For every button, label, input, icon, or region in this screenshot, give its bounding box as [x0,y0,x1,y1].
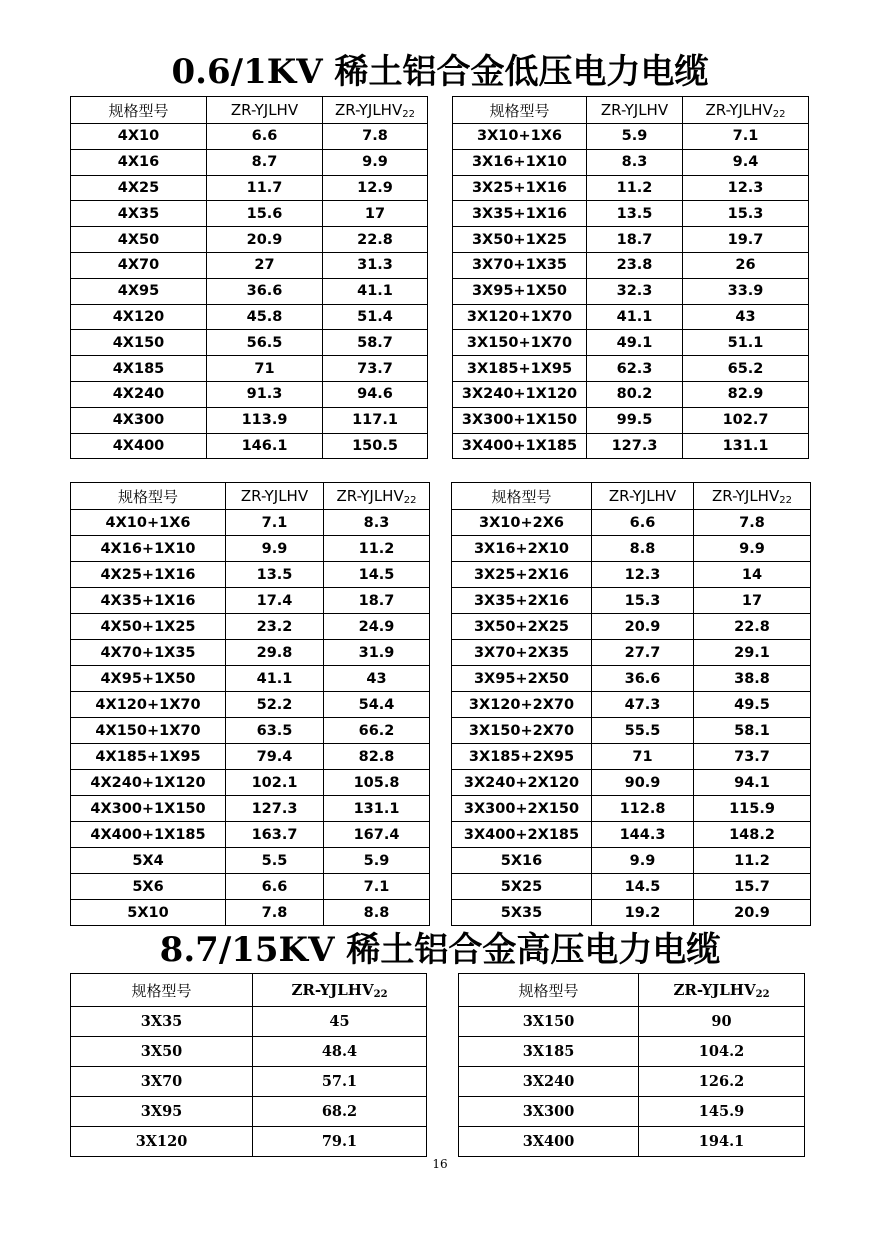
value-cell: 163.7 [226,822,324,848]
value-cell: 38.8 [694,666,811,692]
value-cell: 127.3 [587,433,683,459]
value-cell: 23.8 [587,252,683,278]
spec-cell: 3X185+1X95 [453,356,587,382]
spec-cell: 3X95 [71,1097,253,1127]
value-cell: 23.2 [226,614,324,640]
spec-cell: 3X400+1X185 [453,433,587,459]
spec-cell: 3X400+2X185 [452,822,592,848]
spec-table-3 [70,482,430,926]
value-cell: 145.9 [639,1097,805,1127]
value-cell: 7.1 [683,124,809,150]
value-cell: 29.8 [226,640,324,666]
value-cell: 8.3 [587,149,683,175]
value-cell: 117.1 [323,407,428,433]
table-row [452,536,811,562]
table-row [71,640,430,666]
table-row [71,744,430,770]
value-cell: 17 [323,201,428,227]
spec-table-1 [70,96,428,459]
value-cell: 94.6 [323,381,428,407]
spec-cell: 4X16 [71,149,207,175]
value-cell: 71 [207,356,323,382]
value-cell: 31.3 [323,252,428,278]
value-cell: 90 [639,1007,805,1037]
table-row [453,407,809,433]
table-row [453,433,809,459]
table-row [71,666,430,692]
spec-cell: 3X240+2X120 [452,770,592,796]
spec-cell: 3X50+2X25 [452,614,592,640]
spec-cell: 4X10 [71,124,207,150]
spec-cell: 4X95 [71,278,207,304]
table-row [453,124,809,150]
table-row [452,822,811,848]
spec-table-4 [451,482,811,926]
spec-table-6 [458,973,805,1157]
spec-cell: 3X25+2X16 [452,562,592,588]
header-spec: 规格型号 [453,97,587,124]
value-cell: 48.4 [253,1037,427,1067]
header-spec: 规格型号 [71,974,253,1007]
table-row [71,718,430,744]
value-cell: 11.2 [694,848,811,874]
value-cell: 79.4 [226,744,324,770]
value-cell: 7.8 [226,900,324,926]
spec-cell: 3X10+1X6 [453,124,587,150]
spec-cell: 3X300 [459,1097,639,1127]
table-row [453,381,809,407]
spec-cell: 4X70 [71,252,207,278]
header-spec: 规格型号 [452,483,592,510]
value-cell: 36.6 [592,666,694,692]
spec-cell: 5X4 [71,848,226,874]
table-row [452,640,811,666]
spec-cell: 3X150+2X70 [452,718,592,744]
value-cell: 45.8 [207,304,323,330]
value-cell: 73.7 [323,356,428,382]
table-row [452,900,811,926]
value-cell: 43 [683,304,809,330]
header-col2: $ZR-YJLHV_{22}$ [639,974,805,1007]
value-cell: 41.1 [587,304,683,330]
value-cell: 9.9 [694,536,811,562]
value-cell: 8.8 [592,536,694,562]
table-row [71,1037,427,1067]
value-cell: 45 [253,1007,427,1037]
value-cell: 6.6 [592,510,694,536]
value-cell: 131.1 [683,433,809,459]
value-cell: 112.8 [592,796,694,822]
table-row [71,510,430,536]
value-cell: 22.8 [694,614,811,640]
table-row [71,149,428,175]
value-cell: 57.1 [253,1067,427,1097]
spec-cell: 4X185+1X95 [71,744,226,770]
value-cell: 104.2 [639,1037,805,1067]
table-row [452,692,811,718]
value-cell: 7.8 [694,510,811,536]
value-cell: 82.9 [683,381,809,407]
spec-cell: 3X10+2X6 [452,510,592,536]
spec-cell: 3X35+2X16 [452,588,592,614]
spec-cell: 3X95+2X50 [452,666,592,692]
value-cell: 73.7 [694,744,811,770]
header-col1: ZR-YJLHV [592,483,694,510]
value-cell: 49.1 [587,330,683,356]
value-cell: 14.5 [592,874,694,900]
header-col2: $ZR-YJLHV_{22}$ [253,974,427,1007]
value-cell: 94.1 [694,770,811,796]
value-cell: 102.1 [226,770,324,796]
spec-cell: 3X120+2X70 [452,692,592,718]
spec-cell: 3X240 [459,1067,639,1097]
value-cell: 17.4 [226,588,324,614]
table-row [452,874,811,900]
spec-cell: 3X150 [459,1007,639,1037]
value-cell: 58.7 [323,330,428,356]
table-row [453,278,809,304]
spec-cell: 4X400 [71,433,207,459]
table-row [452,666,811,692]
value-cell: 18.7 [324,588,430,614]
table-row [71,1007,427,1037]
value-cell: 91.3 [207,381,323,407]
table-row [453,149,809,175]
table-row [71,848,430,874]
value-cell: 41.1 [323,278,428,304]
spec-cell: 3X50+1X25 [453,227,587,253]
value-cell: 90.9 [592,770,694,796]
value-cell: 26 [683,252,809,278]
table-row [71,433,428,459]
table-row [71,381,428,407]
value-cell: 14.5 [324,562,430,588]
value-cell: 20.9 [694,900,811,926]
spec-cell: 3X50 [71,1037,253,1067]
value-cell: 9.9 [592,848,694,874]
spec-cell: 3X70+1X35 [453,252,587,278]
spec-cell: 4X70+1X35 [71,640,226,666]
header-col1: ZR-YJLHV [587,97,683,124]
table-row [71,770,430,796]
spec-cell: 5X10 [71,900,226,926]
value-cell: 194.1 [639,1127,805,1157]
value-cell: 115.9 [694,796,811,822]
header-col2: $ZR-YJLHV_{22}$ [683,97,809,124]
spec-cell: 4X16+1X10 [71,536,226,562]
value-cell: 167.4 [324,822,430,848]
value-cell: 6.6 [226,874,324,900]
table-row [452,588,811,614]
value-cell: 20.9 [592,614,694,640]
spec-table-5 [70,973,427,1157]
table-row [71,356,428,382]
spec-cell: 4X25 [71,175,207,201]
value-cell: 15.6 [207,201,323,227]
table-row [453,330,809,356]
value-cell: 8.7 [207,149,323,175]
table-row [71,278,428,304]
table-row [71,562,430,588]
spec-cell: 3X300+1X150 [453,407,587,433]
spec-cell: 3X35 [71,1007,253,1037]
table-row [71,407,428,433]
value-cell: 11.2 [324,536,430,562]
value-cell: 5.9 [324,848,430,874]
table-row [459,1037,805,1067]
table-row [71,304,428,330]
table-row [71,536,430,562]
value-cell: 15.7 [694,874,811,900]
value-cell: 63.5 [226,718,324,744]
spec-cell: 4X400+1X185 [71,822,226,848]
value-cell: 11.7 [207,175,323,201]
spec-table-2 [452,96,809,459]
spec-cell: 4X35+1X16 [71,588,226,614]
value-cell: 22.8 [323,227,428,253]
table-row [71,822,430,848]
value-cell: 43 [324,666,430,692]
value-cell: 13.5 [226,562,324,588]
value-cell: 146.1 [207,433,323,459]
value-cell: 102.7 [683,407,809,433]
header-col1: ZR-YJLHV [207,97,323,124]
header-col2: $ZR-YJLHV_{22}$ [324,483,430,510]
spec-cell: 3X120+1X70 [453,304,587,330]
value-cell: 15.3 [592,588,694,614]
value-cell: 56.5 [207,330,323,356]
value-cell: 7.1 [324,874,430,900]
value-cell: 49.5 [694,692,811,718]
spec-cell: 3X150+1X70 [453,330,587,356]
spec-cell: 3X185 [459,1037,639,1067]
value-cell: 126.2 [639,1067,805,1097]
table-row [452,744,811,770]
table-row [453,227,809,253]
value-cell: 12.3 [592,562,694,588]
value-cell: 27.7 [592,640,694,666]
value-cell: 113.9 [207,407,323,433]
table-row [459,1007,805,1037]
value-cell: 8.3 [324,510,430,536]
table-row [452,510,811,536]
value-cell: 58.1 [694,718,811,744]
value-cell: 32.3 [587,278,683,304]
spec-cell: 5X6 [71,874,226,900]
spec-cell: 3X95+1X50 [453,278,587,304]
spec-cell: 5X16 [452,848,592,874]
value-cell: 20.9 [207,227,323,253]
value-cell: 150.5 [323,433,428,459]
value-cell: 9.9 [226,536,324,562]
value-cell: 41.1 [226,666,324,692]
value-cell: 7.1 [226,510,324,536]
table-row [71,900,430,926]
value-cell: 65.2 [683,356,809,382]
value-cell: 33.9 [683,278,809,304]
value-cell: 9.4 [683,149,809,175]
value-cell: 31.9 [324,640,430,666]
value-cell: 15.3 [683,201,809,227]
value-cell: 13.5 [587,201,683,227]
header-spec: 规格型号 [71,483,226,510]
header-col1: ZR-YJLHV [226,483,324,510]
spec-cell: 4X185 [71,356,207,382]
table-row [71,175,428,201]
table-row [71,1067,427,1097]
spec-cell: 4X240+1X120 [71,770,226,796]
spec-cell: 3X300+2X150 [452,796,592,822]
value-cell: 131.1 [324,796,430,822]
spec-cell: 3X185+2X95 [452,744,592,770]
page-number: 16 [432,1157,448,1171]
table-row [71,124,428,150]
header-col2: $ZR-YJLHV_{22}$ [323,97,428,124]
spec-cell: 5X35 [452,900,592,926]
table-row [452,848,811,874]
table-row [453,201,809,227]
value-cell: 148.2 [694,822,811,848]
value-cell: 55.5 [592,718,694,744]
table-row [452,614,811,640]
header-col2: $ZR-YJLHV_{22}$ [694,483,811,510]
value-cell: 12.9 [323,175,428,201]
spec-cell: 4X240 [71,381,207,407]
table-row [452,562,811,588]
spec-cell: 4X150+1X70 [71,718,226,744]
section-title-high-voltage: 8.7/15KV 稀土铝合金高压电力电缆 [159,930,721,970]
spec-cell: 4X150 [71,330,207,356]
spec-cell: 4X300+1X150 [71,796,226,822]
value-cell: 80.2 [587,381,683,407]
table-row [452,718,811,744]
table-row [71,201,428,227]
table-row [71,330,428,356]
spec-cell: 3X16+1X10 [453,149,587,175]
spec-cell: 4X120+1X70 [71,692,226,718]
value-cell: 79.1 [253,1127,427,1157]
value-cell: 54.4 [324,692,430,718]
table-row [459,1127,805,1157]
value-cell: 24.9 [324,614,430,640]
table-row [459,1067,805,1097]
spec-cell: 4X25+1X16 [71,562,226,588]
value-cell: 14 [694,562,811,588]
value-cell: 6.6 [207,124,323,150]
spec-cell: 3X240+1X120 [453,381,587,407]
value-cell: 19.2 [592,900,694,926]
value-cell: 71 [592,744,694,770]
value-cell: 127.3 [226,796,324,822]
value-cell: 47.3 [592,692,694,718]
value-cell: 5.5 [226,848,324,874]
table-row [453,175,809,201]
value-cell: 5.9 [587,124,683,150]
table-row [453,252,809,278]
table-row [71,1127,427,1157]
table-row [71,874,430,900]
table-row [71,1097,427,1127]
header-spec: 规格型号 [459,974,639,1007]
spec-cell: 4X120 [71,304,207,330]
value-cell: 36.6 [207,278,323,304]
spec-cell: 3X70+2X35 [452,640,592,666]
value-cell: 51.4 [323,304,428,330]
value-cell: 99.5 [587,407,683,433]
spec-cell: 4X50 [71,227,207,253]
value-cell: 9.9 [323,149,428,175]
value-cell: 19.7 [683,227,809,253]
spec-cell: 3X400 [459,1127,639,1157]
table-row [453,304,809,330]
value-cell: 66.2 [324,718,430,744]
value-cell: 51.1 [683,330,809,356]
table-row [71,692,430,718]
table-row [452,770,811,796]
value-cell: 11.2 [587,175,683,201]
value-cell: 17 [694,588,811,614]
section-title-low-voltage: 0.6/1KV 稀土铝合金低压电力电缆 [171,52,709,92]
value-cell: 105.8 [324,770,430,796]
value-cell: 82.8 [324,744,430,770]
table-row [71,796,430,822]
value-cell: 8.8 [324,900,430,926]
value-cell: 62.3 [587,356,683,382]
header-spec: 规格型号 [71,97,207,124]
spec-cell: 3X16+2X10 [452,536,592,562]
value-cell: 144.3 [592,822,694,848]
table-row [71,227,428,253]
value-cell: 18.7 [587,227,683,253]
spec-cell: 4X95+1X50 [71,666,226,692]
table-row [71,614,430,640]
value-cell: 29.1 [694,640,811,666]
value-cell: 12.3 [683,175,809,201]
spec-cell: 3X35+1X16 [453,201,587,227]
table-row [71,252,428,278]
spec-cell: 3X120 [71,1127,253,1157]
spec-cell: 4X50+1X25 [71,614,226,640]
table-row [452,796,811,822]
table-row [459,1097,805,1127]
value-cell: 68.2 [253,1097,427,1127]
spec-cell: 3X25+1X16 [453,175,587,201]
value-cell: 27 [207,252,323,278]
table-row [71,588,430,614]
spec-cell: 4X10+1X6 [71,510,226,536]
spec-cell: 4X300 [71,407,207,433]
spec-cell: 4X35 [71,201,207,227]
table-row [453,356,809,382]
value-cell: 7.8 [323,124,428,150]
spec-cell: 5X25 [452,874,592,900]
value-cell: 52.2 [226,692,324,718]
spec-cell: 3X70 [71,1067,253,1097]
